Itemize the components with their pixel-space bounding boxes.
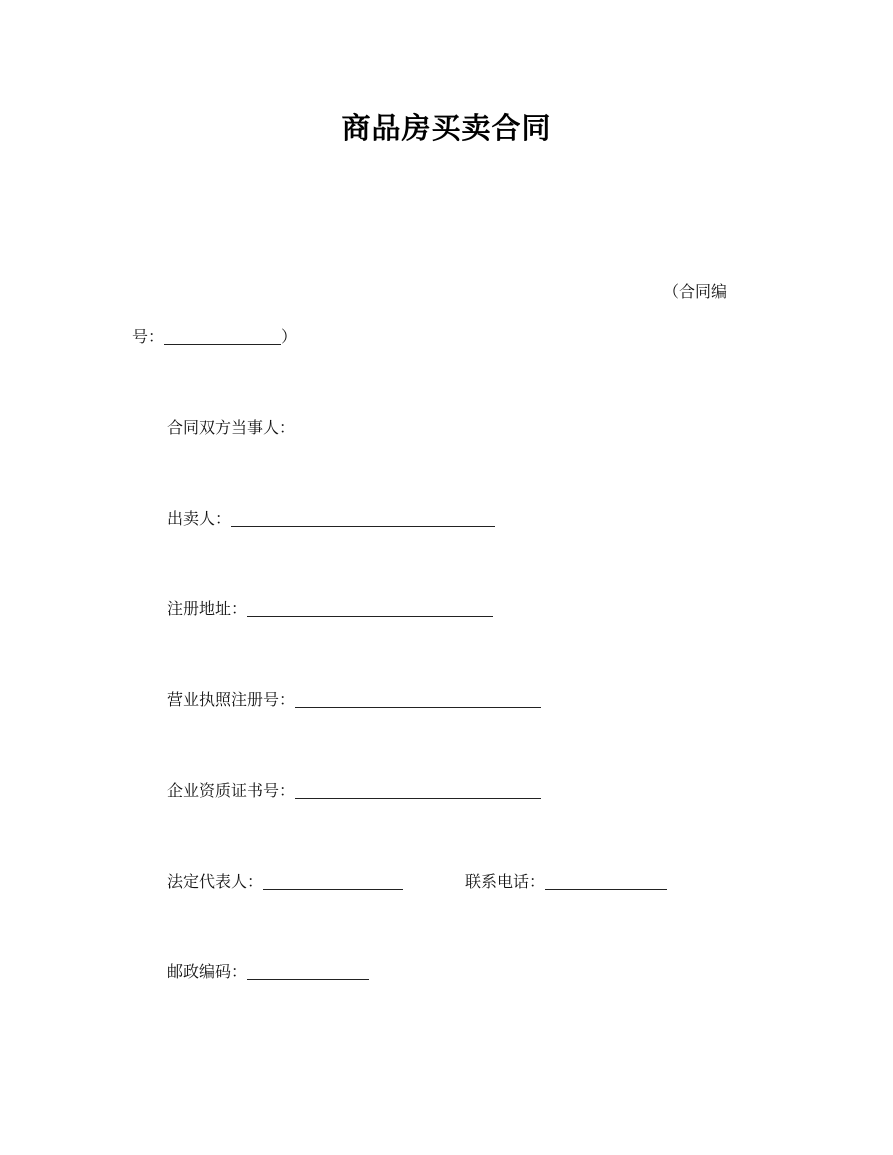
postal-code-field (167, 961, 369, 983)
business-license-field (167, 689, 541, 711)
postal-code-label: 邮政编码： (167, 962, 248, 981)
document-title: 商品房买卖合同 (341, 111, 552, 145)
registered-address-blank[interactable] (247, 600, 493, 617)
contract-number-close: ） (281, 327, 298, 346)
legal-representative-blank[interactable] (263, 873, 403, 890)
contract-number-line-1 (663, 281, 727, 303)
parties-heading-text: 合同双方当事人： (167, 418, 296, 437)
seller-label: 出卖人： (167, 509, 232, 528)
legal-representative-label: 法定代表人： (167, 872, 264, 891)
contract-number-blank[interactable] (164, 328, 281, 345)
seller-blank[interactable] (231, 510, 495, 527)
qualification-cert-blank[interactable] (295, 782, 541, 799)
registered-address-field (167, 598, 493, 620)
contact-phone-blank[interactable] (545, 873, 667, 890)
contract-number-prefix: （合同编 (663, 282, 728, 301)
qualification-cert-label: 企业资质证书号： (167, 781, 296, 800)
contract-number-line-2 (132, 326, 297, 348)
contract-number-label: 号： (132, 327, 165, 346)
registered-address-label: 注册地址： (167, 599, 248, 618)
business-license-blank[interactable] (295, 691, 541, 708)
qualification-cert-field (167, 780, 541, 802)
postal-code-blank[interactable] (247, 963, 369, 980)
contact-phone-field (465, 871, 667, 893)
legal-representative-field (167, 871, 403, 893)
seller-field (167, 508, 495, 530)
contact-phone-label: 联系电话： (465, 872, 546, 891)
parties-heading (167, 417, 295, 439)
business-license-label: 营业执照注册号： (167, 690, 296, 709)
